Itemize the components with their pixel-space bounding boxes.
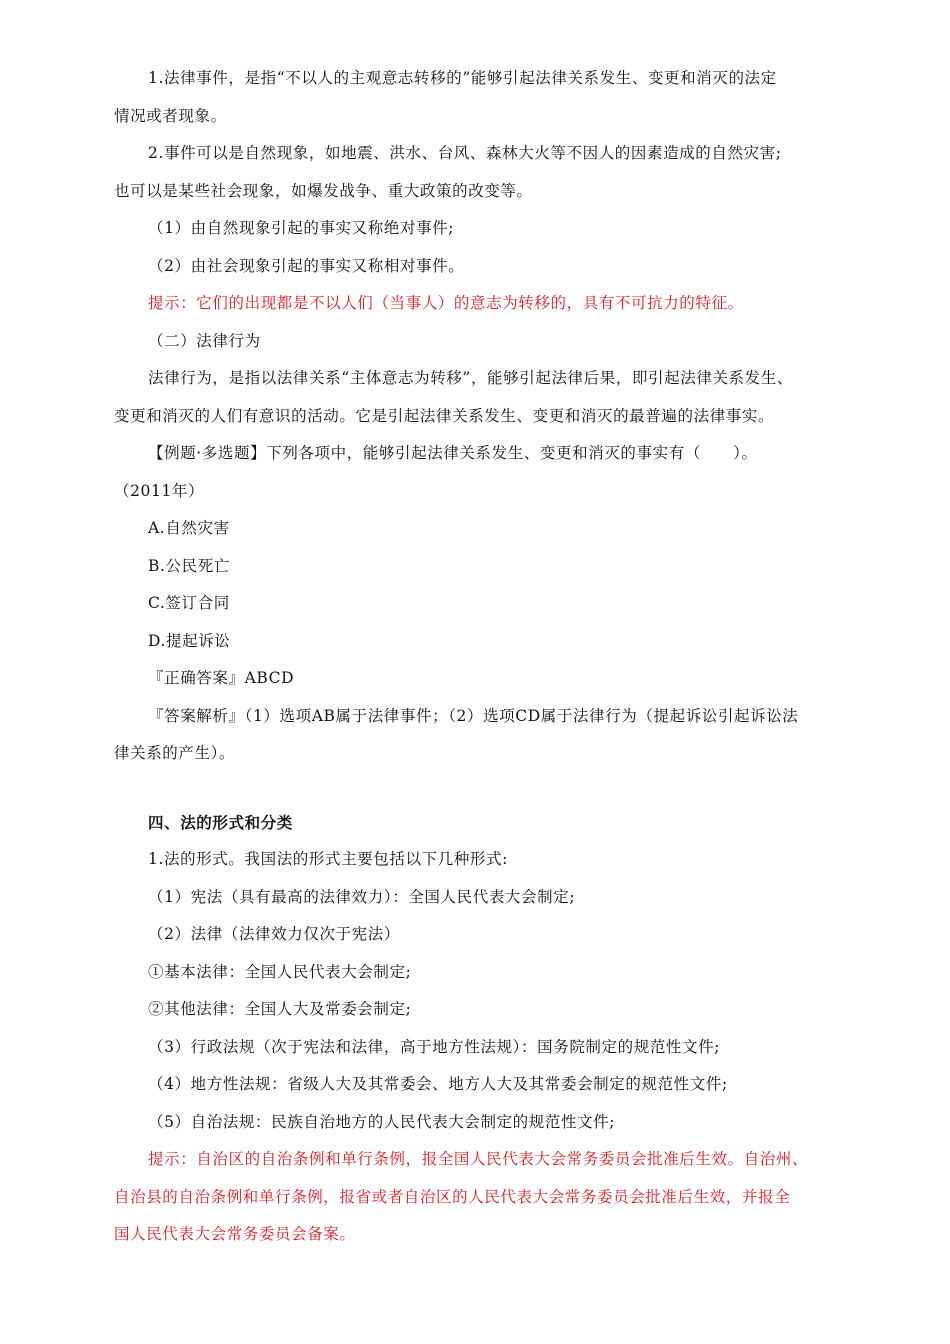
paragraph-legal-act-definition: 法律行为，是指以法律关系“主体意志为转移”，能够引起法律后果，即引起法律关系发生、 [148, 369, 793, 387]
section-heading-legal-act: （二）法律行为 [148, 331, 261, 350]
option-b: B.公民死亡 [148, 556, 230, 575]
tip-autonomous-regulations-cont-1: 自治县的自治条例和单行条例，报省或者自治区的人民代表大会常务委员会批准后生效，并报全 [114, 1187, 791, 1206]
section-heading-law-forms: 四、法的形式和分类 [148, 812, 293, 832]
paragraph-legal-event-definition-cont: 情况或者现象。 [114, 106, 227, 125]
correct-answer: 『正确答案』ABCD [148, 669, 295, 687]
list-item-law: （2）法律（法律效力仅次于宪法） [148, 925, 400, 943]
answer-explanation-cont: 律关系的产生）。 [114, 744, 236, 762]
list-item-other-law: ②其他法律：全国人大及常委会制定; [148, 1000, 412, 1018]
example-question-year: （2011年） [114, 481, 205, 500]
list-item-local-regulations: （4）地方性法规：省级人大及其常委会、地方人大及其常委会制定的规范性文件; [148, 1075, 728, 1093]
list-item-basic-law: ①基本法律：全国人民代表大会制定; [148, 962, 412, 981]
list-item-relative-event: （2）由社会现象引起的事实又称相对事件。 [148, 256, 465, 275]
example-question: 【例题·多选题】下列各项中，能够引起法律关系发生、变更和消灭的事实有（ ）。 [148, 444, 758, 462]
paragraph-legal-event-definition: 1.法律事件，是指“不以人的主观意志转移的”能够引起法律关系发生、变更和消灭的法定 [148, 69, 777, 87]
tip-autonomous-regulations-cont-2: 国人民代表大会常务委员会备案。 [114, 1225, 356, 1243]
paragraph-legal-act-definition-cont: 变更和消灭的人们有意识的活动。它是引起法律关系发生、变更和消灭的最普遍的法律事实。 [114, 406, 775, 425]
list-item-constitution: （1）宪法（具有最高的法律效力）：全国人民代表大会制定; [148, 887, 576, 906]
paragraph-law-forms-intro: 1.法的形式。我国法的形式主要包括以下几种形式: [148, 850, 508, 868]
tip-force-majeure: 提示：它们的出现都是不以人们（当事人）的意志为转移的，具有不可抗力的特征。 [148, 294, 744, 312]
answer-explanation: 『答案解析』（1）选项AB属于法律事件；（2）选项CD属于法律行为（提起诉讼引起诉讼法 [148, 706, 799, 725]
section-spacer [114, 773, 838, 804]
option-d: D.提起诉讼 [148, 631, 231, 650]
paragraph-event-types-cont: 也可以是某些社会现象，如爆发战争、重大政策的改变等。 [114, 181, 533, 200]
paragraph-event-types: 2.事件可以是自然现象，如地震、洪水、台风、森林大火等不因人的因素造成的自然灾害; [148, 144, 782, 162]
option-c: C.签订合同 [148, 594, 230, 612]
option-a: A.自然灾害 [148, 519, 230, 537]
list-item-absolute-event: （1）由自然现象引起的事实又称绝对事件; [148, 219, 455, 237]
tip-autonomous-regulations: 提示：自治区的自治条例和单行条例，报全国人民代表大会常务委员会批准后生效。自治州、 [148, 1150, 809, 1168]
list-item-autonomous-regulations: （5）自治法规：民族自治地方的人民代表大会制定的规范性文件; [148, 1112, 616, 1131]
list-item-administrative-regulations: （3）行政法规（次于宪法和法律，高于地方性法规）：国务院制定的规范性文件; [148, 1037, 721, 1056]
